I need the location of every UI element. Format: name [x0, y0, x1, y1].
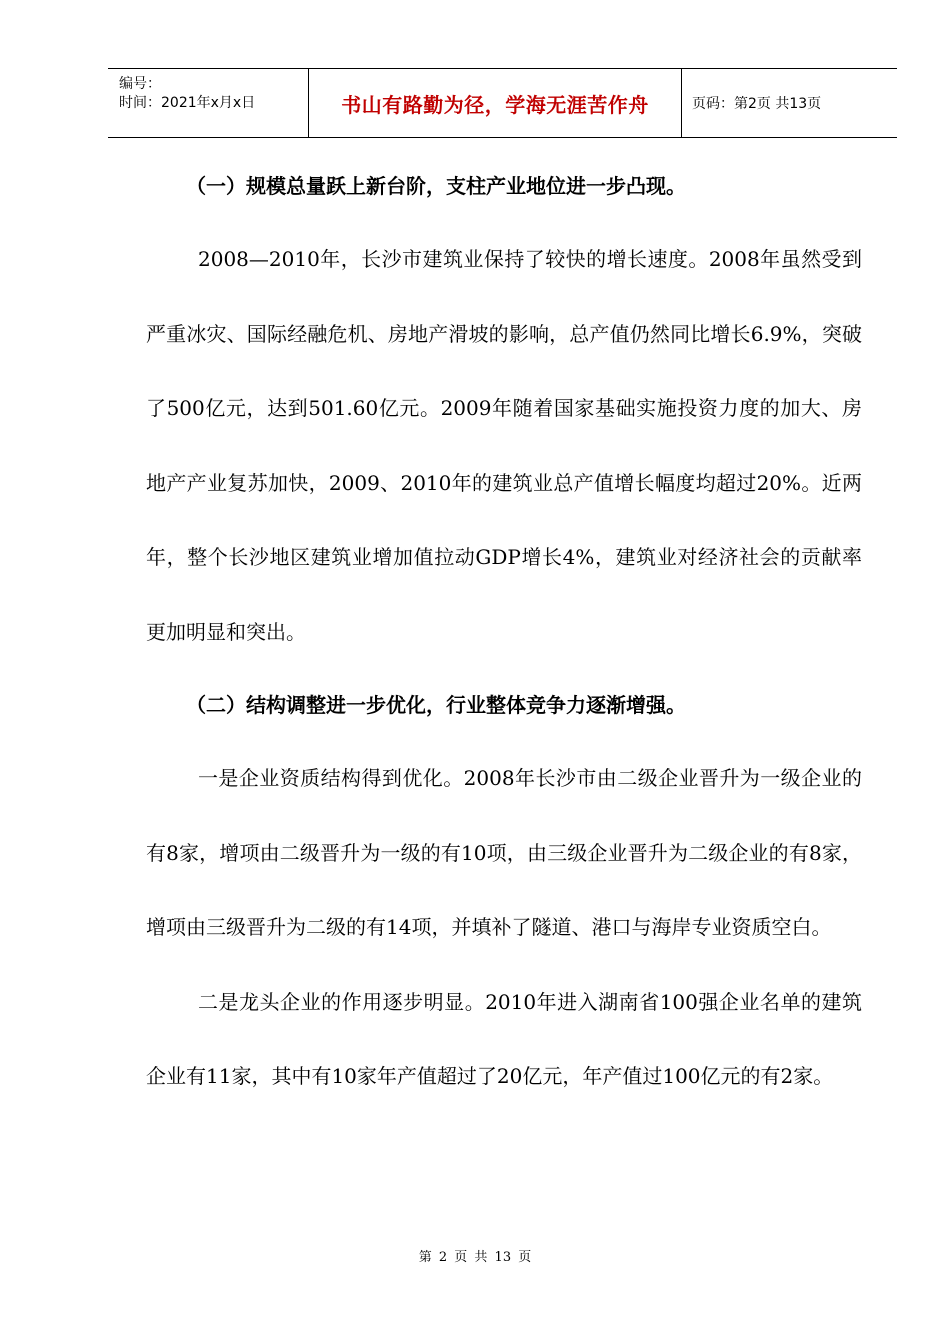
document-header: [108, 68, 897, 138]
paragraph-3: 二是龙头企业的作用逐步明显。2010年进入湖南省100强企业名单的建筑企业有11家，其中有10家年产值超过了20亿元，年产值过100亿元的有2家。: [146, 989, 862, 1088]
header-page-info: 页码：第2页 共13页: [692, 96, 822, 112]
section-heading-1: （一）规模总量跃上新台阶，支柱产业地位进一步凸现。: [186, 174, 686, 198]
serial-number-label: 编号：: [119, 76, 161, 92]
header-meta: [108, 69, 309, 137]
document-body: [146, 150, 862, 1114]
time-label: 时间：2021年x月x日: [119, 95, 256, 111]
section-heading-2: （二）结构调整进一步优化，行业整体竞争力逐渐增强。: [186, 693, 686, 717]
paragraph-1: 2008—2010年，长沙市建筑业保持了较快的增长速度。2008年虽然受到严重冰灾、国际经融危机、房地产滑坡的影响，总产值仍然同比增长6.9%，突破了500亿元，达到501.60亿元。2009年随着国家基础实施投资力度的加大、房地产产业复苏加快，2009、2010年的建筑业总产值增长幅度均超过20%。近两年，整个长沙地区建筑业增加值拉动GDP增长4%，建筑业对经济社会的贡献率更加明显和突出。: [146, 247, 862, 644]
paragraph-2: 一是企业资质结构得到优化。2008年长沙市由二级企业晋升为一级企业的有8家，增项由二级晋升为一级的有10项，由三级企业晋升为二级企业的有8家，增项由三级晋升为二级的有14项，并填补了隧道、港口与海岸专业资质空白。: [146, 766, 862, 939]
header-motto: 书山有路勤为径，学海无涯苦作舟: [309, 69, 682, 137]
page-footer: 第 2 页 共 13 页: [418, 1250, 532, 1265]
